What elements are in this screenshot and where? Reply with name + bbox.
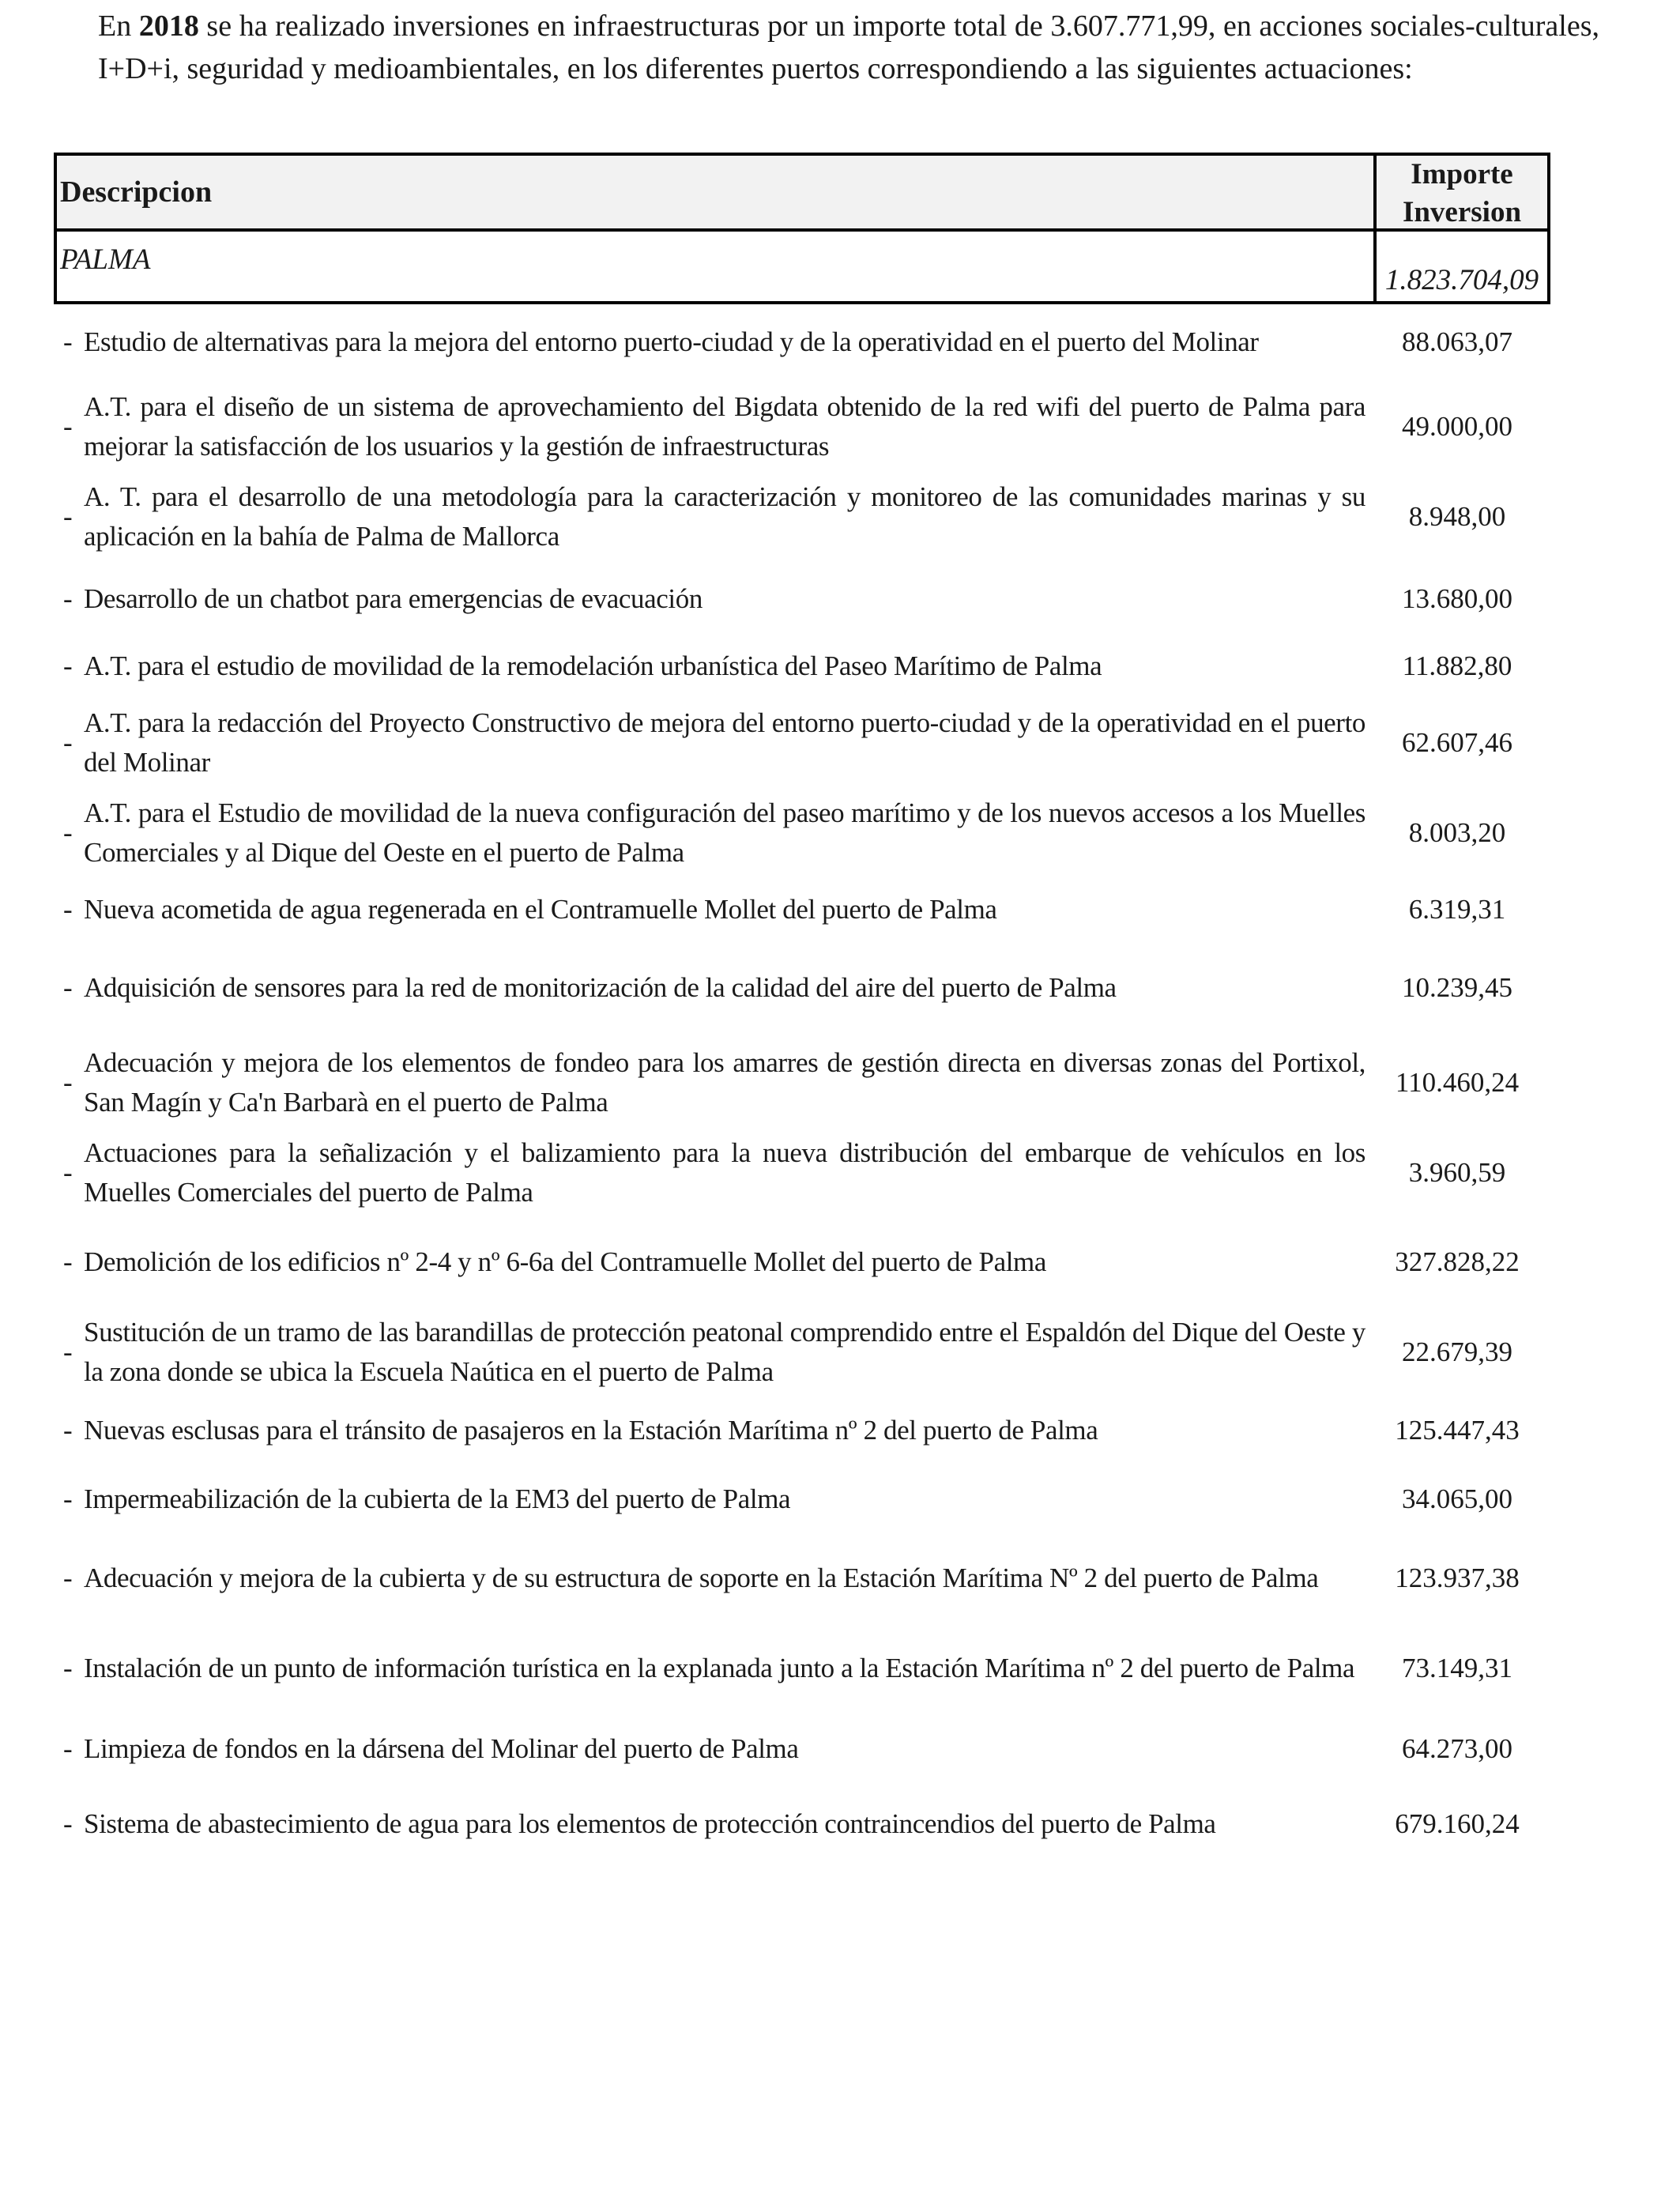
intro-prefix: En	[98, 9, 139, 43]
item-amount: 125.447,43	[1395, 1415, 1520, 1446]
item-dash: -	[63, 894, 73, 925]
item-amount: 49.000,00	[1402, 411, 1512, 442]
item-description: Impermeabilización de la cubierta de la EM3 del puerto de Palma	[84, 1483, 791, 1514]
item-dash: -	[63, 411, 73, 442]
item-dash: -	[63, 1483, 73, 1514]
item-dash: -	[63, 1563, 73, 1593]
item-amount: 110.460,24	[1395, 1067, 1520, 1098]
item-dash: -	[63, 650, 73, 681]
item-dash: -	[63, 972, 73, 1003]
item-amount: 34.065,00	[1402, 1483, 1512, 1514]
item-amount: 10.239,45	[1402, 972, 1512, 1003]
item-amount: 3.960,59	[1408, 1157, 1506, 1188]
item-dash: -	[63, 1246, 73, 1277]
item-amount: 327.828,22	[1395, 1246, 1520, 1277]
item-amount: 6.319,31	[1408, 894, 1506, 925]
intro-text: se ha realizado inversiones en infraestructuras por un importe total de 3.607.771,99, en acciones sociales-culturales, I+D+i, seguridad y medioambientales, en los diferentes puertos correspondiendo a las siguientes actuaciones:	[98, 9, 1599, 85]
item-description: A. T. para el desarrollo de una metodología para la caracterización y monitoreo de las comunidades marinas y su aplicación en la bahía de Palma de Mallorca	[84, 481, 1365, 552]
item-description: Instalación de un punto de información turística en la explanada junto a la Estación Marítima nº 2 del puerto de Palma	[84, 1653, 1355, 1683]
item-amount: 8.948,00	[1408, 501, 1506, 532]
item-amount: 62.607,46	[1402, 727, 1512, 758]
item-amount: 13.680,00	[1402, 583, 1512, 614]
item-description: Actuaciones para la señalización y el balizamiento para la nueva distribución del embarque de vehículos en los Muelles Comerciales del puerto de Palma	[84, 1137, 1365, 1208]
item-dash: -	[63, 1733, 73, 1764]
item-description: Sustitución de un tramo de las barandillas de protección peatonal comprendido entre el Espaldón del Dique del Oeste y la zona donde se ubica la Escuela Naútica en el puerto de Palma	[84, 1317, 1365, 1387]
item-description: A.T. para el estudio de movilidad de la remodelación urbanística del Paseo Marítimo de Palma	[84, 650, 1102, 681]
item-amount: 88.063,07	[1402, 326, 1512, 357]
item-dash: -	[63, 1653, 73, 1683]
item-dash: -	[63, 326, 73, 357]
item-dash: -	[63, 1415, 73, 1446]
item-dash: -	[63, 1808, 73, 1839]
item-description: Nueva acometida de agua regenerada en el Contramuelle Mollet del puerto de Palma	[84, 894, 997, 925]
item-description: Nuevas esclusas para el tránsito de pasajeros en la Estación Marítima nº 2 del puerto de Palma	[84, 1415, 1098, 1446]
item-description: Limpieza de fondos en la dársena del Molinar del puerto de Palma	[84, 1733, 799, 1764]
item-description: Adecuación y mejora de la cubierta y de su estructura de soporte en la Estación Marítima Nº 2 del puerto de Palma	[84, 1563, 1319, 1593]
item-amount: 22.679,39	[1402, 1336, 1512, 1367]
item-dash: -	[63, 583, 73, 614]
region-name: PALMA	[60, 243, 151, 276]
item-dash: -	[63, 1336, 73, 1367]
item-dash: -	[63, 727, 73, 758]
item-description: Demolición de los edificios nº 2-4 y nº 6-6a del Contramuelle Mollet del puerto de Palma	[84, 1246, 1047, 1277]
item-amount: 123.937,38	[1395, 1563, 1520, 1593]
item-dash: -	[63, 1067, 73, 1098]
column-header-description: Descripcion	[60, 175, 213, 209]
item-description: Adquisición de sensores para la red de monitorización de la calidad del aire del puerto de Palma	[84, 972, 1117, 1003]
item-dash: -	[63, 817, 73, 848]
region-total: 1.823.704,09	[1373, 228, 1547, 301]
item-description: A.T. para la redacción del Proyecto Constructivo de mejora del entorno puerto-ciudad y de la operatividad en el puerto del Molinar	[84, 707, 1365, 778]
item-amount: 8.003,20	[1408, 817, 1506, 848]
item-amount: 64.273,00	[1402, 1733, 1512, 1764]
item-dash: -	[63, 501, 73, 532]
column-header-amount-line2: Inversion	[1402, 196, 1522, 228]
item-description: Adecuación y mejora de los elementos de fondeo para los amarres de gestión directa en diversas zonas del Portixol, San Magín y Ca'n Barbarà en el puerto de Palma	[84, 1047, 1365, 1118]
item-amount: 73.149,31	[1402, 1653, 1512, 1683]
column-header-amount-line1: Importe	[1411, 158, 1513, 190]
intro-year: 2018	[138, 9, 199, 43]
item-description: A.T. para el Estudio de movilidad de la nueva configuración del paseo marítimo y de los nuevos accesos a los Muelles Comerciales y al Dique del Oeste en el puerto de Palma	[84, 797, 1365, 868]
item-description: Sistema de abastecimiento de agua para los elementos de protección contraincendios del puerto de Palma	[84, 1808, 1216, 1839]
item-description: Desarrollo de un chatbot para emergencias de evacuación	[84, 583, 703, 614]
item-description: A.T. para el diseño de un sistema de aprovechamiento del Bigdata obtenido de la red wifi del puerto de Palma para mejorar la satisfacción de los usuarios y la gestión de infraestructuras	[84, 391, 1365, 462]
item-amount: 679.160,24	[1395, 1808, 1520, 1839]
item-description: Estudio de alternativas para la mejora del entorno puerto-ciudad y de la operatividad en el puerto del Molinar	[84, 326, 1259, 357]
item-amount: 11.882,80	[1402, 650, 1512, 681]
item-dash: -	[63, 1157, 73, 1188]
